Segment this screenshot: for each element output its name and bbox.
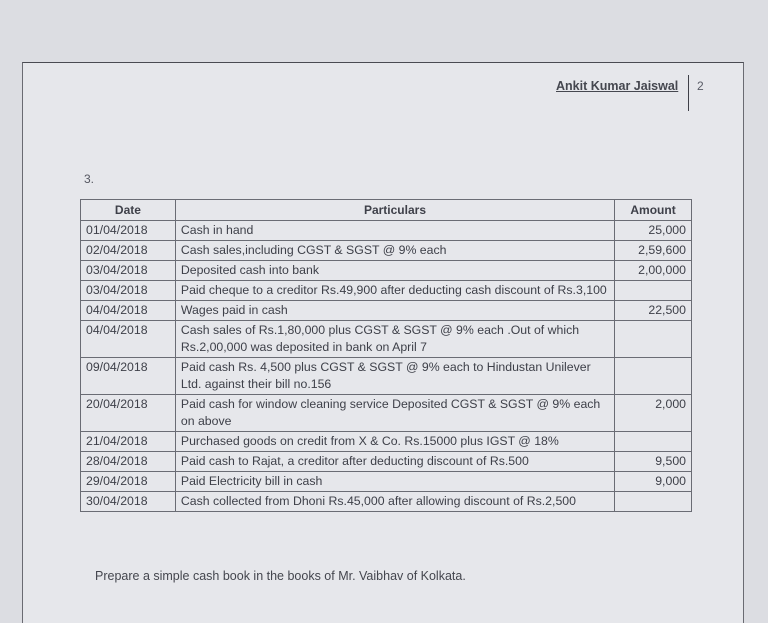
row-amount: 22,500 [615,301,692,321]
row-particulars: Paid cash to Rajat, a creditor after deducting discount of Rs.500 [175,452,614,472]
row-particulars: Purchased goods on credit from X & Co. Rs.15000 plus IGST @ 18% [175,432,614,452]
row-particulars: Paid cash Rs. 4,500 plus CGST & SGST @ 9% each to Hindustan Unilever Ltd. against their bill no.156 [175,358,614,395]
instruction-text: Prepare a simple cash book in the books of Mr. Vaibhav of Kolkata. [95,569,466,583]
row-date: 20/04/2018 [81,395,176,432]
row-amount [615,432,692,452]
row-amount [615,281,692,301]
table-row [81,301,692,321]
table-row [81,321,692,358]
document-page [22,62,744,623]
row-particulars: Cash collected from Dhoni Rs.45,000 after allowing discount of Rs.2,500 [175,492,614,512]
row-date: 01/04/2018 [81,221,176,241]
table-row [81,395,692,432]
column-header-amount: Amount [615,200,692,221]
row-date: 09/04/2018 [81,358,176,395]
row-date: 03/04/2018 [81,281,176,301]
row-amount [615,321,692,358]
row-date: 21/04/2018 [81,432,176,452]
row-date: 30/04/2018 [81,492,176,512]
row-date: 29/04/2018 [81,472,176,492]
table-row [81,492,692,512]
table-row [81,452,692,472]
row-amount: 2,000 [615,395,692,432]
header-divider [688,75,689,111]
table-row [81,432,692,452]
column-header-date: Date [81,200,176,221]
row-date: 02/04/2018 [81,241,176,261]
row-amount: 2,00,000 [615,261,692,281]
table-row [81,221,692,241]
row-amount [615,358,692,395]
row-particulars: Cash sales of Rs.1,80,000 plus CGST & SGST @ 9% each .Out of which Rs.2,00,000 was deposited in bank on April 7 [175,321,614,358]
row-particulars: Paid cheque to a creditor Rs.49,900 after deducting cash discount of Rs.3,100 [175,281,614,301]
row-particulars: Paid cash for window cleaning service Deposited CGST & SGST @ 9% each on above [175,395,614,432]
row-amount [615,492,692,512]
table-row [81,358,692,395]
row-amount: 9,000 [615,472,692,492]
row-particulars: Cash sales,including CGST & SGST @ 9% each [175,241,614,261]
row-amount: 25,000 [615,221,692,241]
table-row [81,472,692,492]
column-header-particulars: Particulars [175,200,614,221]
table-row [81,241,692,261]
row-amount: 9,500 [615,452,692,472]
page-number: 2 [697,79,704,93]
row-date: 28/04/2018 [81,452,176,472]
transactions-table [80,199,692,512]
table-row [81,261,692,281]
author-name: Ankit Kumar Jaiswal [556,79,679,93]
table-row [81,281,692,301]
row-date: 04/04/2018 [81,321,176,358]
row-particulars: Wages paid in cash [175,301,614,321]
row-date: 03/04/2018 [81,261,176,281]
table-header-row [81,200,692,221]
row-particulars: Paid Electricity bill in cash [175,472,614,492]
question-number: 3. [84,172,95,186]
row-particulars: Cash in hand [175,221,614,241]
row-date: 04/04/2018 [81,301,176,321]
row-particulars: Deposited cash into bank [175,261,614,281]
row-amount: 2,59,600 [615,241,692,261]
